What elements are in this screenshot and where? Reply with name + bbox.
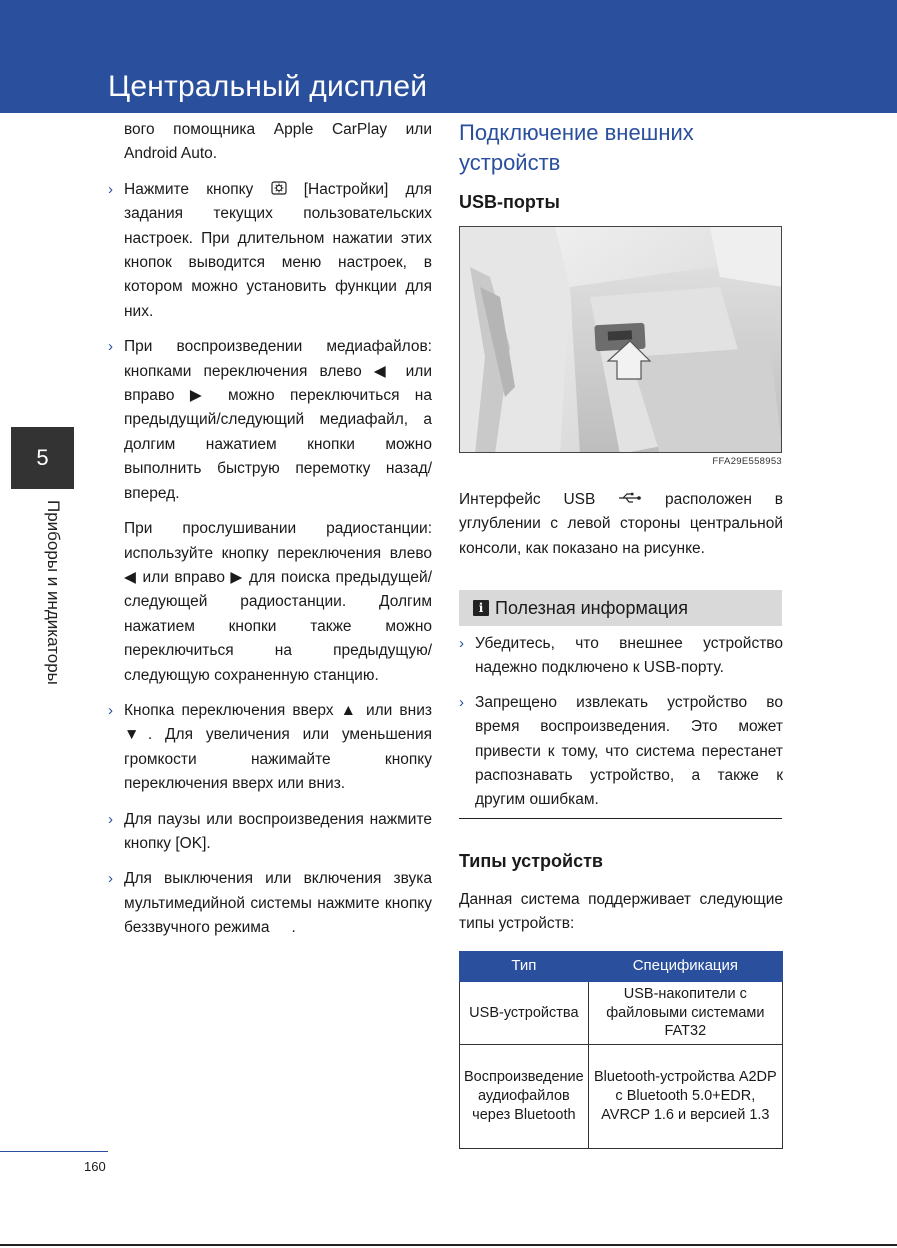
- note-header: [459, 590, 782, 626]
- table-header-row: [460, 952, 783, 982]
- usb-desc-after: расположен в углублении с левой стороны центральной консоли, как показано на рисунке.: [459, 491, 783, 557]
- section-title-line1: Подключение внешних: [459, 120, 694, 145]
- chevron-right-icon: ›: [108, 180, 113, 198]
- chevron-right-icon: ›: [108, 338, 113, 356]
- device-types-description: Данная система поддерживает следующие типы устройств:: [459, 891, 783, 933]
- chevron-right-icon: ›: [459, 693, 464, 711]
- column-header-spec: Спецификация: [588, 952, 782, 982]
- section-title-line2: устройств: [459, 150, 561, 175]
- chapter-name: Приборы и индикаторы: [44, 500, 63, 685]
- chevron-right-icon: ›: [459, 635, 464, 652]
- table-row: [460, 1044, 783, 1148]
- divider: [459, 818, 782, 819]
- intro-continuation: вого помощника Apple CarPlay или Android Auto.: [124, 121, 432, 163]
- table-cell-type: Воспроизведение аудиофайлов через Bluetooth: [460, 1044, 589, 1148]
- chevron-right-icon: ›: [108, 701, 113, 719]
- chevron-right-icon: ›: [108, 870, 113, 888]
- column-header-type: Тип: [460, 952, 589, 982]
- note-title: Полезная информация: [495, 597, 688, 618]
- page-title: Центральный дисплей: [108, 70, 428, 103]
- right-column: [459, 118, 783, 214]
- left-column: [108, 118, 432, 952]
- table-cell-spec: Bluetooth-устройства A2DP с Bluetooth 5.0+EDR, AVRCP 1.6 и версией 1.3: [588, 1044, 782, 1148]
- info-icon: i: [473, 600, 489, 616]
- note-text: Убедитесь, что внешнее устройство надежно подключено к USB-порту.: [475, 635, 783, 677]
- list-item: [108, 867, 432, 940]
- usb-description: [459, 488, 783, 561]
- bullet-text: Для выключения или включения звука мультимедийной системы нажмите кнопку беззвучного режима: [124, 870, 432, 937]
- page-number: 160: [84, 1159, 106, 1174]
- radio-paragraph: При прослушивании радиостанции: используйте кнопку переключения влево ◀ или вправо ▶ для поиска предыдущей/следующей радиостанции. Долгим нажатием кнопки также можно переключиться на предыдущую/следующую сохраненную станцию.: [124, 520, 432, 684]
- bullet-text: Нажмите кнопку: [124, 180, 271, 198]
- device-types-table: [459, 951, 783, 1149]
- usb-desc-before: Интерфейс USB: [459, 491, 619, 508]
- usb-ports-title: USB-порты: [459, 192, 560, 212]
- table-cell-type: USB-устройства: [460, 982, 589, 1045]
- list-item: [108, 808, 432, 857]
- bottom-rule: [0, 1244, 897, 1246]
- bullet-text: [Настройки] для задания текущих пользовательских настроек. При длительном нажатии этих кнопок выводится меню настроек, в котором можно установить функции для них.: [124, 180, 432, 320]
- usb-icon: [618, 488, 642, 500]
- settings-icon: [271, 179, 287, 193]
- section-title: [459, 118, 783, 178]
- list-item: [459, 632, 783, 681]
- bullet-text: При воспроизведении медиафайлов: кнопками переключения влево ◀ или вправо ▶ можно переключиться на предыдущий/следующий медиафайл, а долгим нажатием кнопки можно выполнить быструю перемотку назад/вперед.: [124, 338, 432, 502]
- bullet-text: Кнопка переключения вверх ▲ или вниз ▼. Для увеличения или уменьшения громкости нажимайте кнопку переключения вверх или вниз.: [124, 701, 432, 793]
- note-list: [459, 632, 783, 823]
- note-text: Запрещено извлекать устройство во время воспроизведения. Это может привести к тому, что система перестанет распознавать устройство, а также к другим ошибкам.: [475, 693, 783, 809]
- device-types-title: Типы устройств: [459, 851, 603, 871]
- table-row: [460, 982, 783, 1045]
- list-item: [108, 335, 432, 506]
- chevron-right-icon: ›: [108, 810, 113, 828]
- bullet-text: Для паузы или воспроизведения нажмите кнопку [OK].: [124, 810, 432, 852]
- list-item: [459, 691, 783, 813]
- page-header: [0, 0, 897, 113]
- bullet-end: .: [291, 919, 296, 937]
- list-item: [108, 699, 432, 797]
- chapter-number: 5: [36, 445, 49, 470]
- usb-port-illustration: [459, 226, 782, 453]
- list-item: [108, 178, 432, 324]
- figure-code: FFA29E558953: [712, 456, 782, 467]
- footer-line: [0, 1151, 108, 1152]
- table-cell-spec: USB-накопители с файловыми системами FAT32: [588, 982, 782, 1045]
- chapter-tab: [11, 427, 74, 489]
